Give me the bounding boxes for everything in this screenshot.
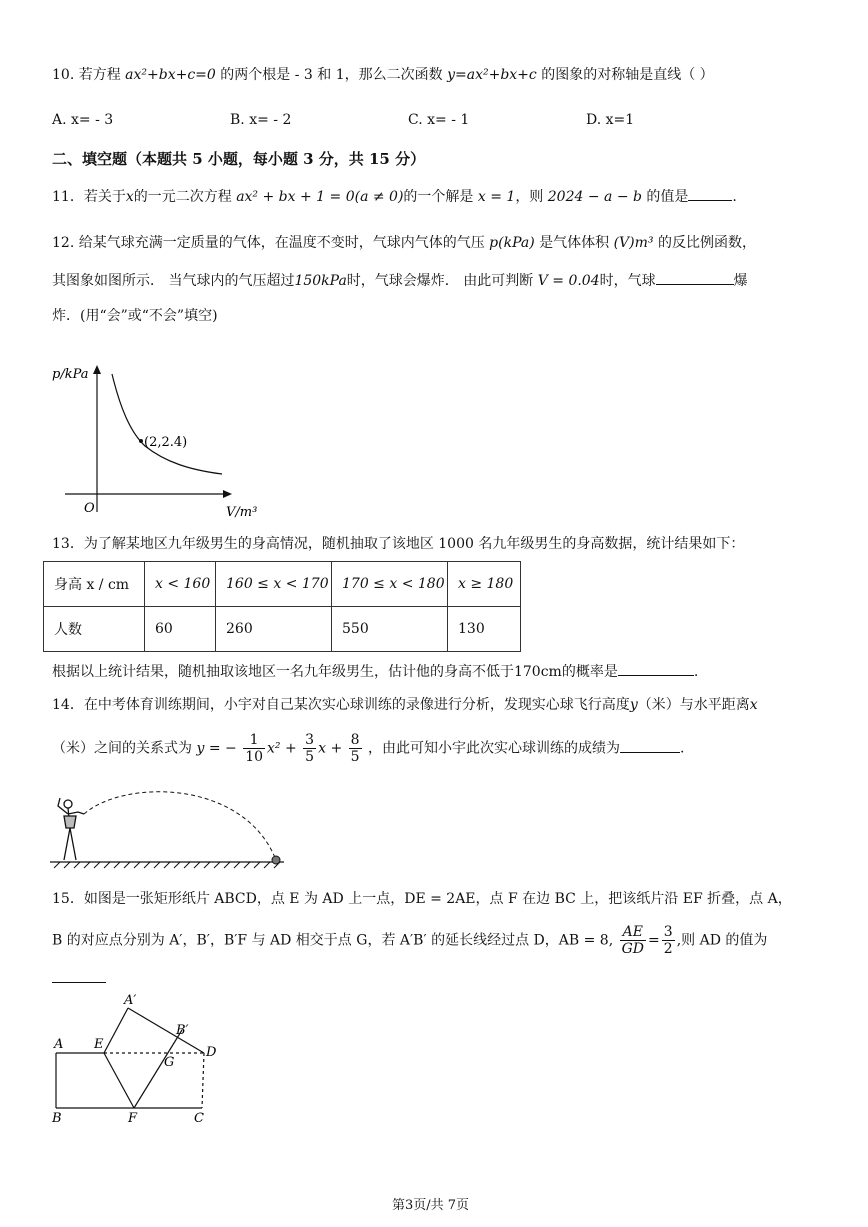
label-b: B (52, 1111, 62, 1126)
fraction (620, 924, 646, 957)
q15-line1: 15．如图是一张矩形纸片 ABCD，点 E 为 AD 上一点，DE = 2AE，点 F 在边 BC 上，把该纸片沿 EF 折叠，点 A， (52, 891, 792, 907)
q13-question-text: 根据以上统计结果，随机抽取该地区一名九年级男生，估计他的身高不低于170cm的概率是 (52, 664, 618, 680)
fraction-denominator: 5 (350, 749, 360, 765)
q11-part2: 的一元二次方程 (133, 189, 232, 205)
fraction-denominator: 10 (245, 749, 264, 765)
q12-line1 (52, 232, 756, 252)
q12-line2d: 爆 (733, 273, 748, 289)
fraction (662, 924, 675, 957)
q10-function: y=ax²+bx+c (447, 67, 537, 83)
table-row-label: 人数 (44, 607, 145, 652)
q10-suffix: 的图象的对称轴是直线（ ） (541, 67, 714, 83)
label-e: E (94, 1037, 104, 1052)
q12-line1c: 的反比例函数， (657, 235, 756, 251)
q11-end: . (732, 189, 737, 205)
q11-answer-blank[interactable] (688, 186, 732, 201)
fraction-numerator: AE (620, 924, 646, 941)
table-row (44, 562, 521, 607)
label-g: G (164, 1055, 175, 1070)
fraction-numerator: 3 (305, 732, 315, 748)
table-cell: 60 (145, 607, 216, 652)
q12-pressure-limit: 150kPa (294, 273, 347, 289)
origin-label: O (84, 501, 95, 516)
q10-mid: 的两个根是 - 3 和 1，那么二次函数 (220, 67, 443, 83)
q15-line2a: B 的对应点分别为 A′，B′，B′F 与 AD 相交于点 G，若 A′B′ 的延长线经过点 D，AB = 8, (52, 932, 614, 949)
q11-part3: 的一个解是 (403, 189, 474, 205)
q12-graph (50, 362, 260, 522)
athlete-figure (58, 798, 84, 860)
q11-expression: 2024 − a − b (547, 189, 642, 205)
y-axis-label: p/kPa (52, 367, 89, 382)
q11-solution: x = 1 (477, 189, 516, 205)
q14-figure (44, 784, 294, 870)
label-b-prime: B′ (176, 1023, 189, 1038)
label-f: F (128, 1111, 138, 1126)
q12-volume-value: V = 0.04 (537, 273, 600, 289)
q12-line2 (52, 270, 748, 290)
fraction-denominator: GD (621, 941, 645, 957)
q12-line1-text: 12. 给某气球充满一定质量的气体，在温度不变时，气球内气体的气压 (52, 235, 485, 251)
label-d: D (206, 1045, 217, 1060)
q10-prefix: 10. 若方程 (52, 67, 121, 83)
x-axis-label: V/m³ (226, 505, 258, 520)
q15-line2 (52, 924, 767, 957)
q14-answer-blank[interactable] (620, 738, 680, 753)
label-a-prime: A′ (124, 993, 137, 1008)
q14-end: . (680, 740, 685, 757)
q14-term1: x² + (267, 740, 297, 757)
q13-intro: 13．为了解某地区九年级男生的身高情况，随机抽取了该地区 1000 名九年级男生的身高数据，统计结果如下： (52, 536, 745, 552)
q14-line2b: ，由此可知小宇此次实心球训练的成绩为 (368, 740, 620, 757)
fraction (349, 732, 362, 765)
q15-line2b: ,则 AD 的值为 (676, 932, 768, 949)
fraction-denominator: 5 (305, 749, 315, 765)
section-title: 二、填空题（本题共 5 小题，每小题 3 分，共 15 分） (52, 150, 426, 168)
q14-line1b: （米）与水平距离 (637, 697, 750, 713)
q11-stem (52, 186, 737, 206)
q10-option-b[interactable]: B. x= - 2 (230, 112, 292, 128)
q12-line3: 炸．(用“会”或“不会”填空) (52, 308, 218, 324)
q11-part1: 11．若关于 (52, 189, 126, 205)
fraction (303, 732, 316, 765)
q11-var-x: x (125, 189, 134, 205)
q14-line1 (52, 694, 758, 714)
table-cell: 550 (332, 607, 448, 652)
table-cell: 130 (448, 607, 521, 652)
fraction-numerator: 8 (350, 732, 360, 748)
table-cell: 260 (216, 607, 332, 652)
q14-line1-text: 14．在中考体育训练期间，小宇对自己某次实心球训练的录像进行分析，发现实心球飞行高度 (52, 697, 630, 713)
q12-line2a: 其图象如图所示． 当气球内的气压超过 (52, 273, 295, 289)
q14-x-var: x (749, 697, 758, 713)
q10-option-c[interactable]: C. x= - 1 (408, 112, 470, 128)
q15-figure (44, 990, 244, 1130)
fraction-denominator: 2 (663, 941, 673, 957)
q13-table (43, 561, 521, 652)
point-label: (2,2.4) (144, 435, 188, 450)
q12-line1b: 是气体体积 (539, 235, 610, 251)
q12-answer-blank[interactable] (656, 270, 734, 285)
page-number: 第3页/共 7页 (392, 1198, 470, 1213)
table-header-cell: 身高 x / cm (44, 562, 145, 607)
ball-trajectory (84, 792, 276, 860)
fraction-numerator: 1 (243, 732, 265, 749)
q13-question (52, 661, 698, 681)
fold-lines (104, 1008, 204, 1108)
q13-end: . (693, 664, 699, 680)
q14-y-var: y (629, 697, 638, 713)
table-header-cell: x ≥ 180 (448, 562, 521, 607)
label-c: C (194, 1111, 204, 1126)
fraction (243, 732, 265, 765)
table-header-cell: 170 ≤ x < 180 (332, 562, 448, 607)
curve-point (139, 439, 143, 443)
q10-stem (52, 64, 714, 84)
q13-answer-blank[interactable] (618, 661, 694, 676)
q11-part5: 的值是 (646, 189, 689, 205)
q15-equals: = (648, 932, 660, 949)
ground-hatching (54, 862, 280, 868)
q11-part4: ，则 (515, 189, 544, 205)
ball (272, 856, 280, 864)
x-axis-arrow (223, 490, 232, 498)
q11-equation: ax² + bx + 1 = 0(a ≠ 0) (236, 189, 404, 205)
q15-answer-blank[interactable] (52, 968, 106, 983)
q12-pressure-unit: p(kPa) (489, 235, 535, 251)
q12-line2c: 时，气球 (599, 273, 656, 289)
q14-line2a: （米）之间的关系式为 (52, 740, 192, 757)
y-axis-arrow (93, 365, 101, 374)
q12-line2b: 时，气球会爆炸． 由此可判断 (346, 273, 534, 289)
q12-volume-unit: (V)m³ (613, 235, 654, 251)
table-row (44, 607, 521, 652)
label-a: A (54, 1037, 64, 1052)
q10-option-a[interactable]: A. x= - 3 (52, 112, 114, 128)
q10-option-d[interactable]: D. x=1 (586, 112, 635, 128)
q14-term2: x + (318, 740, 343, 757)
fraction-numerator: 3 (663, 924, 673, 940)
q14-line2 (52, 732, 684, 765)
q14-formula-lhs: y = − (196, 740, 237, 757)
inverse-curve (112, 374, 222, 474)
table-header-cell: 160 ≤ x < 170 (216, 562, 332, 607)
q10-equation: ax²+bx+c=0 (125, 67, 216, 83)
table-header-cell: x < 160 (145, 562, 216, 607)
